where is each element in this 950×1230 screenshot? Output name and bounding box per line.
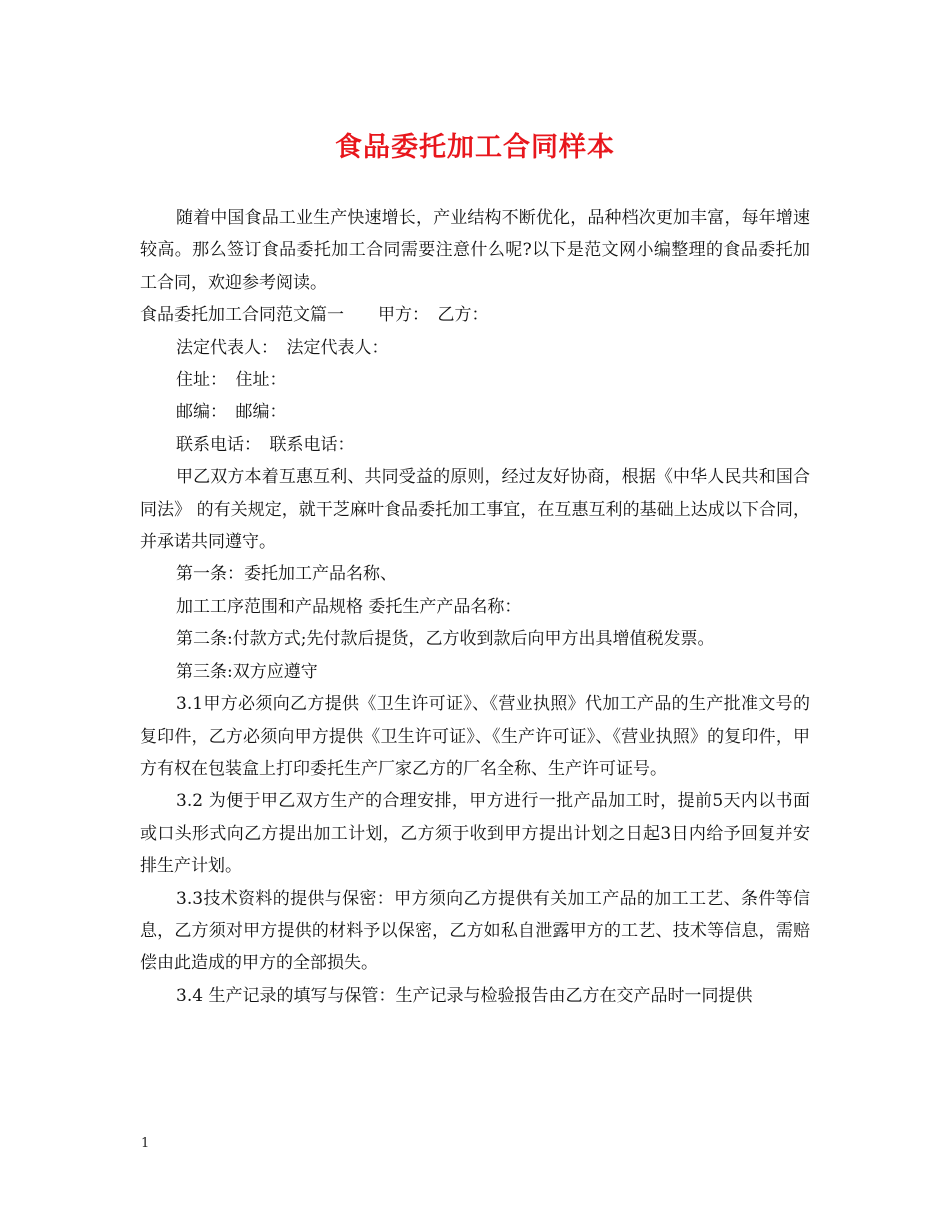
paragraph: 3.1甲方必须向乙方提供《卫生许可证》、《营业执照》代加工产品的生产批准文号的复印件，乙方必须向甲方提供《卫生许可证》、《生产许可证》、《营业执照》的复印件，甲方有权在包装盒上打印委托生产厂家乙方的厂名全称、生产许可证号。 <box>140 694 810 779</box>
paragraph: 法定代表人： 法定代表人： <box>176 337 389 358</box>
paragraph: 3.4 生产记录的填写与保管：生产记录与检验报告由乙方在交产品时一同提供 <box>176 985 753 1006</box>
paragraph: 联系电话： 联系电话： <box>176 434 355 455</box>
paragraph: 邮编： 邮编： <box>176 402 287 423</box>
paragraph: 随着中国食品工业生产快速增长，产业结构不断优化，品种档次更加丰富，每年增速较高。那么签订食品委托加工合同需要注意什么呢?以下是范文网小编整理的食品委托加工合同，欢迎参考阅读。 <box>140 208 810 293</box>
paragraph: 甲乙双方本着互惠互利、共同受益的原则，经过友好协商，根据《中华人民共和国合同法》 的有关规定，就干芝麻叶食品委托加工事宜，在互惠互利的基础上达成以下合同，并承诺共同遵守。 <box>140 467 810 553</box>
paragraph: 第一条：委托加工产品名称、 <box>176 564 397 585</box>
paragraph: 食品委托加工合同范文篇一 甲方： 乙方： <box>140 305 489 326</box>
paragraph: 加工工序范围和产品规格 委托生产产品名称： <box>176 596 522 617</box>
document-title: 食品委托加工合同样本 <box>335 132 615 163</box>
paragraph: 住址： 住址： <box>176 370 287 391</box>
paragraph: 第二条:付款方式;先付款后提货，乙方收到款后向甲方出具增值税发票。 <box>176 629 715 650</box>
paragraph: 3.3技术资料的提供与保密：甲方须向乙方提供有关加工产品的加工工艺、条件等信息，乙方须对甲方提供的材料予以保密，乙方如私自泄露甲方的工艺、技术等信息，需赔偿由此造成的甲方的全部损失。 <box>140 888 810 974</box>
document-body <box>140 202 810 1012</box>
page-number: 1 <box>141 1136 150 1151</box>
paragraph: 第三条:双方应遵守 <box>176 661 318 682</box>
paragraph: 3.2 为便于甲乙双方生产的合理安排，甲方进行一批产品加工时，提前5天内以书面或口头形式向乙方提出加工计划，乙方须于收到甲方提出计划之日起3日内给予回复并安排生产计划。 <box>140 791 810 877</box>
